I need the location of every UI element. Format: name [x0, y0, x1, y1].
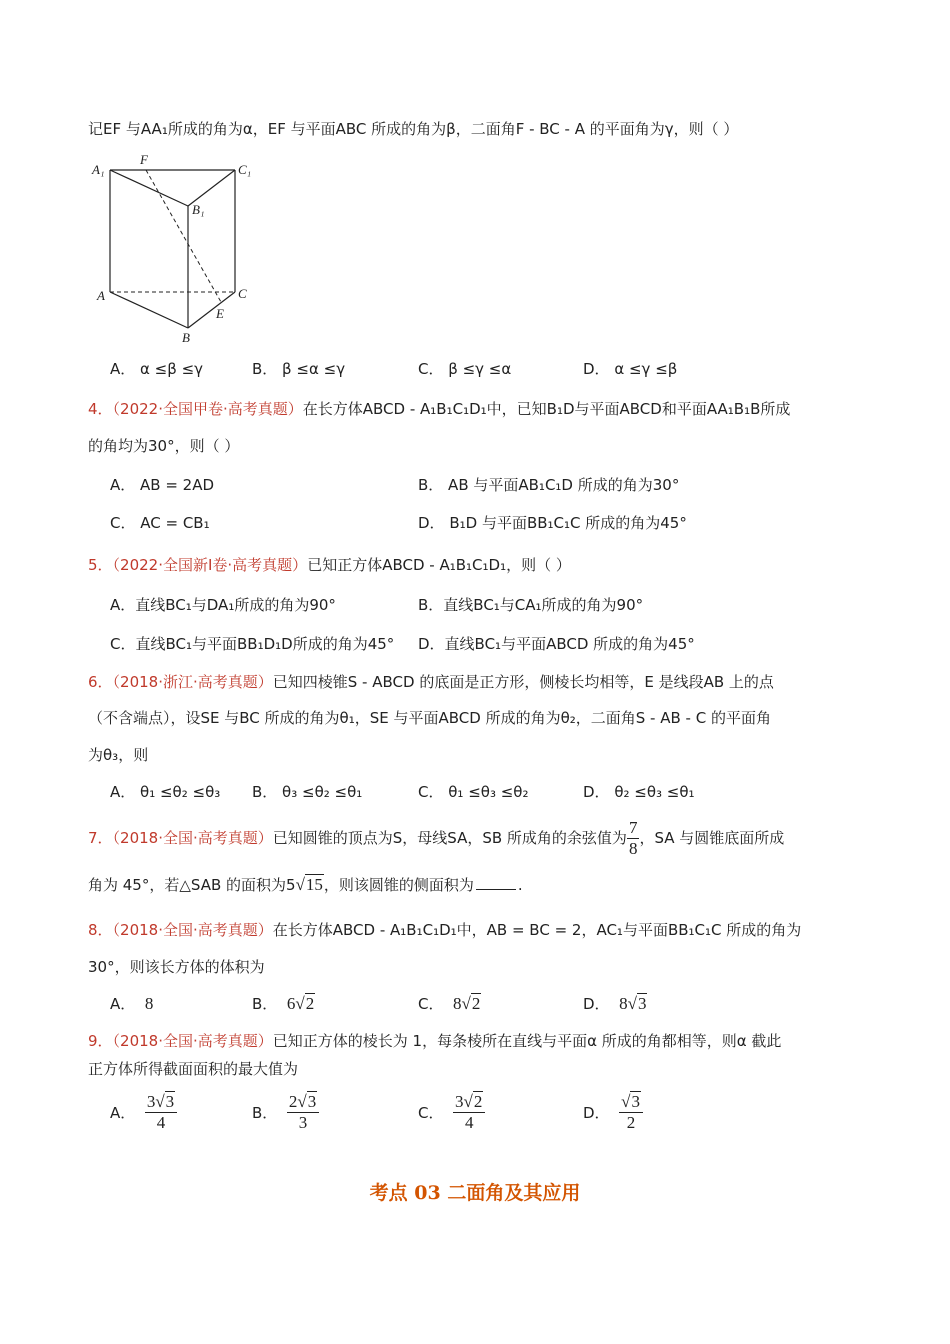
q9-option-a-fraction	[145, 1092, 177, 1133]
q9-option-a-num-rad: 3	[165, 1092, 175, 1111]
q9-option-d-label: D．	[583, 1104, 610, 1122]
q6-stem-2: （不含端点），设SE 与BC 所成的角为θ₁，SE 与平面ABCD 所成的角为θ₂，二面角S - AB - C 的平面角	[88, 709, 771, 727]
q8-option-d-label: D．	[583, 995, 610, 1013]
q5-line1	[88, 554, 571, 575]
sqrt-icon: √	[295, 994, 305, 1013]
label-a: A	[97, 288, 105, 303]
sqrt-icon: √	[627, 994, 637, 1013]
q9-option-d[interactable]	[583, 1092, 643, 1133]
label-c1: C₁	[238, 162, 252, 177]
q9-option-b[interactable]	[252, 1092, 319, 1133]
prism-figure	[88, 152, 258, 347]
q5-option-b[interactable]: B．直线BC₁与CA₁所成的角为90°	[418, 596, 644, 614]
sqrt-icon: √	[295, 875, 305, 894]
q7-line1	[88, 818, 784, 859]
q6-line1	[88, 671, 774, 692]
label-b1: B₁	[192, 202, 205, 217]
q9-option-b-num	[287, 1092, 319, 1113]
q9-option-c-label: C．	[418, 1104, 444, 1122]
q9-stem-1: 已知正方体的棱长为 1，每条棱所在直线与平面α 所成的角都相等，则α 截此	[272, 1032, 782, 1050]
q9-option-b-num-coef: 2	[288, 1092, 298, 1111]
q9-option-c-fraction	[453, 1092, 485, 1133]
q8-number: 8．	[88, 921, 113, 939]
q9-option-a-den: 4	[156, 1113, 166, 1132]
q8-stem-2: 30°，则该长方体的体积为	[88, 958, 265, 976]
q6-option-a[interactable]: A． θ₁ ≤θ₂ ≤θ₃	[110, 783, 221, 801]
q6-source: （2018·浙江·高考真题）	[112, 673, 273, 691]
sqrt-icon: √	[297, 1092, 307, 1111]
q9-option-b-fraction	[287, 1092, 319, 1133]
label-f: F	[140, 152, 148, 167]
q9-option-a[interactable]	[110, 1092, 177, 1133]
q9-option-d-den: 2	[626, 1113, 636, 1132]
q8-option-d-coef: 8	[619, 994, 628, 1013]
q5-option-d[interactable]: D．直线BC₁与平面ABCD 所成的角为45°	[418, 635, 695, 653]
q9-option-b-num-rad: 3	[307, 1092, 317, 1111]
q5-option-c[interactable]: C．直线BC₁与平面BB₁D₁D所成的角为45°	[110, 635, 395, 653]
q8-option-b[interactable]	[252, 993, 315, 1014]
sqrt-icon: √	[155, 1092, 165, 1111]
q7-stem-2a: 角为 45°，若△SAB 的面积为5	[88, 876, 296, 894]
q8-option-b-rad: 2	[305, 994, 315, 1013]
q6-stem-1: 已知四棱锥S - ABCD 的底面是正方形，侧棱长均相等，E 是线段AB 上的点	[272, 673, 774, 691]
label-c: C	[238, 286, 247, 301]
q4-number: 4．	[88, 400, 113, 418]
label-e: E	[216, 306, 224, 321]
label-a1: A₁	[92, 162, 105, 177]
q9-option-a-num-coef: 3	[146, 1092, 156, 1111]
q4-option-a[interactable]: A． AB = 2AD	[110, 476, 215, 494]
q6-option-b[interactable]: B． θ₃ ≤θ₂ ≤θ₁	[252, 783, 363, 801]
q9-source: （2018·全国·高考真题）	[112, 1032, 273, 1050]
q8-option-a-value: 8	[144, 994, 154, 1013]
q7-frac-den: 8	[628, 839, 638, 858]
q9-option-c[interactable]	[418, 1092, 485, 1133]
q9-option-d-num	[619, 1092, 643, 1113]
q8-line1	[88, 919, 801, 940]
q8-option-b-label: B．	[252, 995, 278, 1013]
q6-option-d[interactable]: D． θ₂ ≤θ₃ ≤θ₁	[583, 783, 695, 801]
q3-option-c[interactable]: C． β ≤γ ≤α	[418, 360, 512, 378]
q4-stem-1: 在长方体ABCD - A₁B₁C₁D₁中，已知B₁D与平面ABCD和平面AA₁B₁B所成	[302, 400, 791, 418]
q3-option-a[interactable]: A． α ≤β ≤γ	[110, 360, 204, 378]
label-b: B	[182, 330, 190, 345]
q7-fraction	[627, 818, 640, 859]
q6-stem-3: 为θ₃，则	[88, 746, 149, 764]
q9-option-d-fraction	[619, 1092, 643, 1133]
q9-number: 9．	[88, 1032, 113, 1050]
q7-number: 7．	[88, 829, 113, 847]
sqrt-icon: √	[461, 994, 471, 1013]
q5-stem: 已知正方体ABCD - A₁B₁C₁D₁，则（ ）	[307, 556, 571, 574]
q9-line1	[88, 1030, 781, 1051]
q9-option-b-label: B．	[252, 1104, 278, 1122]
section-title: 考点 03 二面角及其应用	[369, 1182, 581, 1204]
q5-number: 5．	[88, 556, 113, 574]
q4-option-d[interactable]: D． B₁D 与平面BB₁C₁C 所成的角为45°	[418, 514, 687, 532]
q9-option-c-num-rad: 2	[473, 1092, 483, 1111]
q9-option-c-num-coef: 3	[455, 1092, 464, 1111]
q9-option-b-den: 3	[298, 1113, 308, 1132]
sqrt-icon: √	[463, 1092, 473, 1111]
q8-source: （2018·全国·高考真题）	[112, 921, 273, 939]
q3-stem: 记EF 与AA₁所成的角为α，EF 与平面ABC 所成的角为β，二面角F - BC - A 的平面角为γ，则（ ）	[88, 120, 739, 138]
q8-option-a[interactable]	[110, 993, 153, 1014]
q3-option-b[interactable]: B． β ≤α ≤γ	[252, 360, 346, 378]
q7-source: （2018·全国·高考真题）	[112, 829, 273, 847]
q9-option-c-num	[453, 1092, 485, 1113]
q7-stem-1b: ，SA 与圆锥底面所成	[639, 829, 785, 847]
q4-source: （2022·全国甲卷·高考真题）	[112, 400, 303, 418]
q8-option-c-label: C．	[418, 995, 444, 1013]
q8-option-a-label: A．	[110, 995, 136, 1013]
q9-option-a-num	[145, 1092, 177, 1113]
q7-sqrt-value: 15	[305, 875, 323, 894]
q7-frac-num: 7	[628, 818, 638, 837]
q7-stem-2c: .	[517, 876, 523, 894]
q8-option-d-rad: 3	[637, 994, 647, 1013]
q5-source: （2022·全国新Ⅰ卷·高考真题）	[112, 556, 308, 574]
q9-option-a-label: A．	[110, 1104, 136, 1122]
q7-answer-blank[interactable]	[476, 889, 516, 890]
q3-option-d[interactable]: D． α ≤γ ≤β	[583, 360, 678, 378]
q7-line2	[88, 874, 523, 895]
q8-option-c-rad: 2	[471, 994, 481, 1013]
q7-stem-1a: 已知圆锥的顶点为S，母线SA，SB 所成角的余弦值为	[272, 829, 627, 847]
q6-number: 6．	[88, 673, 113, 691]
q8-option-c-coef: 8	[453, 994, 462, 1013]
q4-option-c[interactable]: C． AC = CB₁	[110, 514, 210, 532]
q9-option-c-den: 4	[464, 1113, 474, 1132]
q7-stem-2b: ，则该圆锥的侧面积为	[323, 876, 474, 894]
q9-stem-2: 正方体所得截面面积的最大值为	[88, 1060, 299, 1078]
q8-option-d[interactable]	[583, 993, 647, 1014]
q9-option-d-num-rad: 3	[631, 1092, 640, 1111]
q8-option-c[interactable]	[418, 993, 481, 1014]
q6-option-c[interactable]: C． θ₁ ≤θ₃ ≤θ₂	[418, 783, 529, 801]
q4-line1	[88, 398, 790, 419]
q4-stem-2: 的角均为30°，则（ ）	[88, 437, 240, 455]
q8-stem-1: 在长方体ABCD - A₁B₁C₁D₁中，AB = BC = 2，AC₁与平面BB₁C₁C 所成的角为	[272, 921, 802, 939]
q8-option-b-coef: 6	[286, 994, 296, 1013]
q4-option-b[interactable]: B． AB 与平面AB₁C₁D 所成的角为30°	[418, 476, 680, 494]
q5-option-a[interactable]: A．直线BC₁与DA₁所成的角为90°	[110, 596, 336, 614]
sqrt-icon: √	[621, 1092, 631, 1111]
